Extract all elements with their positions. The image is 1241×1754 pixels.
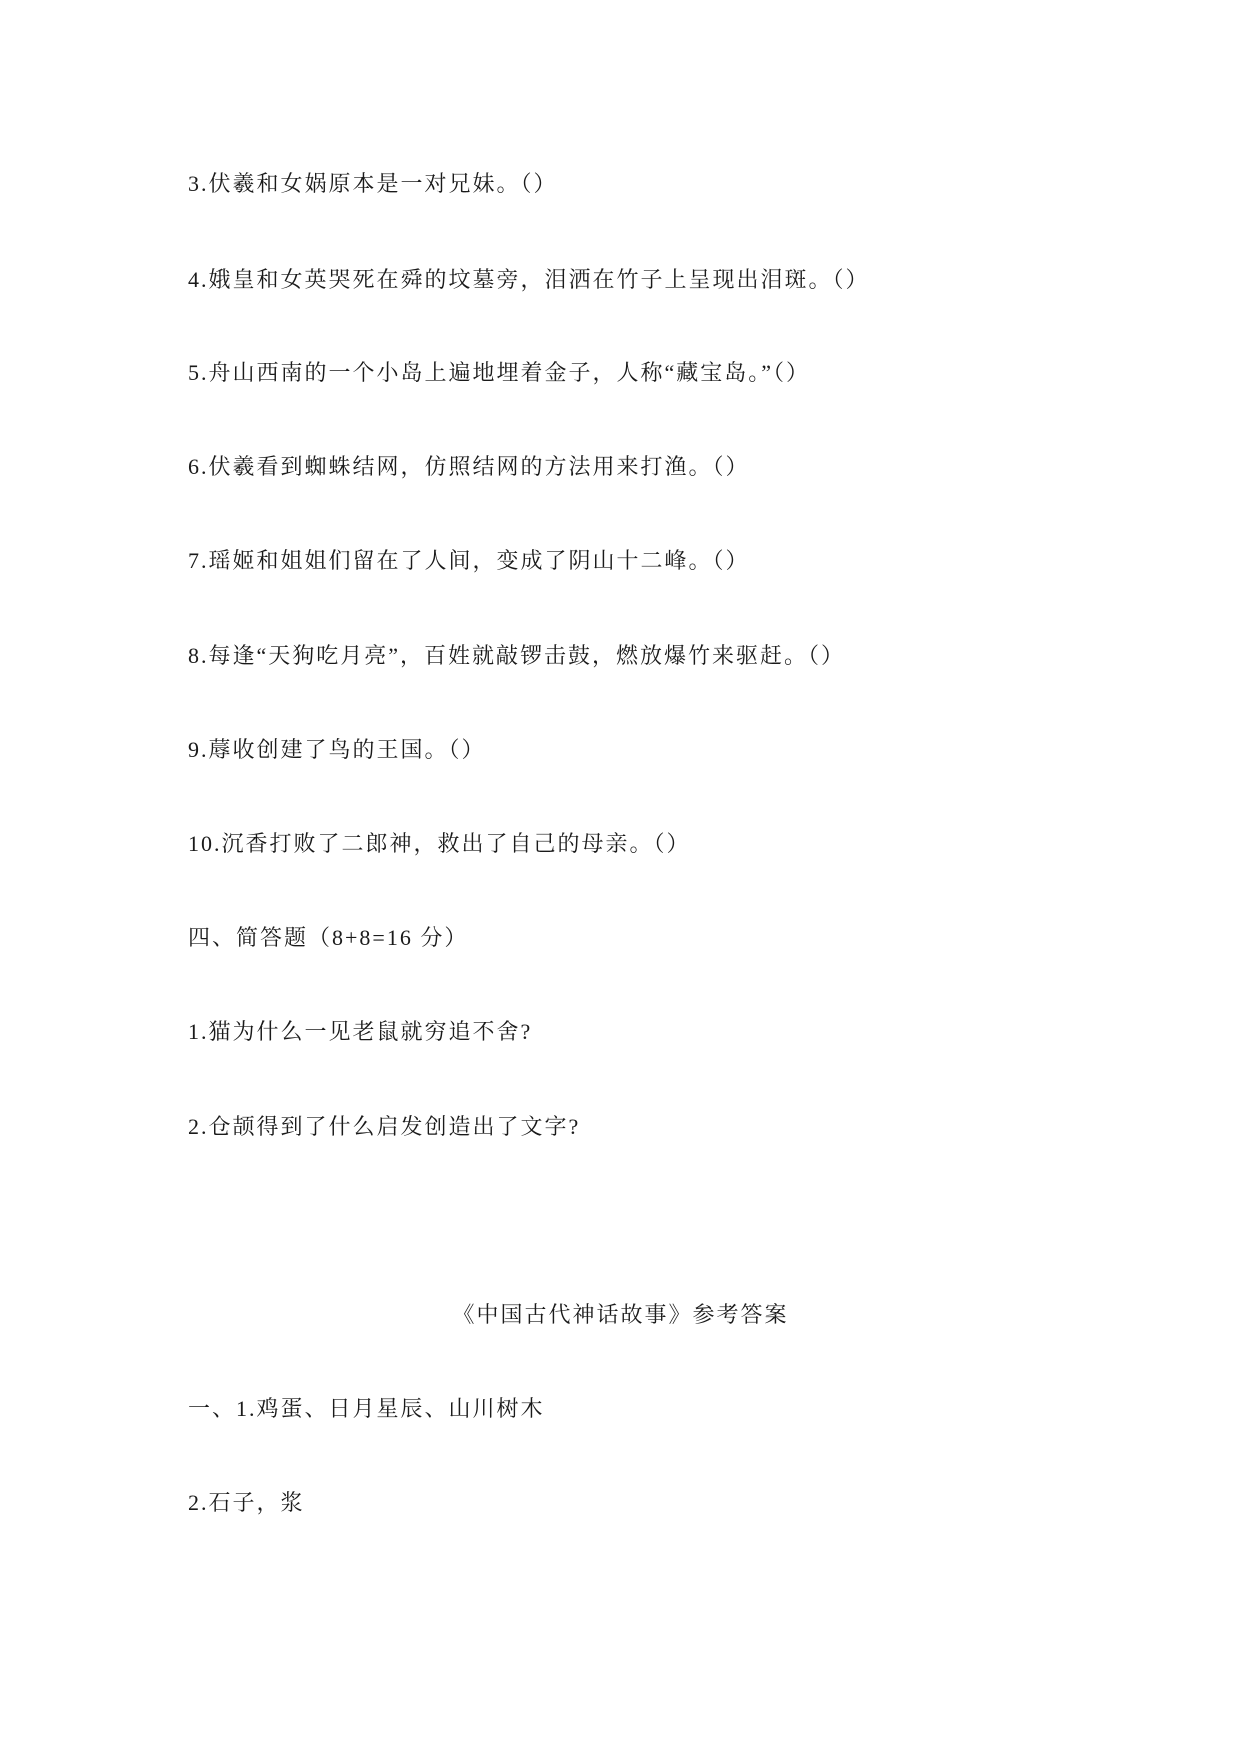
true-false-item-4: 4.娥皇和女英哭死在舜的坟墓旁，泪洒在竹子上呈现出泪斑。（） <box>188 267 870 292</box>
answer-key-title: 《中国古代神话故事》参考答案 <box>452 1302 789 1327</box>
true-false-item-8: 8.每逢“天狗吃月亮”，百姓就敲锣击鼓，燃放爆竹来驱赶。（） <box>188 643 846 668</box>
short-answer-question-2: 2.仓颉得到了什么启发创造出了文字? <box>188 1114 581 1139</box>
short-answer-question-1: 1.猫为什么一见老鼠就穷追不舍? <box>188 1019 533 1044</box>
true-false-item-9: 9.蓐收创建了鸟的王国。（） <box>188 737 486 762</box>
true-false-item-5: 5.舟山西南的一个小岛上遍地埋着金子，人称“藏宝岛。”（） <box>188 360 811 385</box>
answer-key-line-1: 一、1.鸡蛋、日月星辰、山川树木 <box>188 1396 545 1421</box>
true-false-item-6: 6.伏羲看到蜘蛛结网，仿照结网的方法用来打渔。（） <box>188 454 750 479</box>
true-false-item-3: 3.伏羲和女娲原本是一对兄妹。（） <box>188 171 558 196</box>
short-answer-heading: 四、简答题（8+8=16 分） <box>188 925 469 950</box>
true-false-item-10: 10.沉香打败了二郎神，救出了自己的母亲。（） <box>188 831 691 856</box>
answer-key-line-2: 2.石子，浆 <box>188 1490 305 1515</box>
true-false-item-7: 7.瑶姬和姐姐们留在了人间，变成了阴山十二峰。（） <box>188 548 750 573</box>
